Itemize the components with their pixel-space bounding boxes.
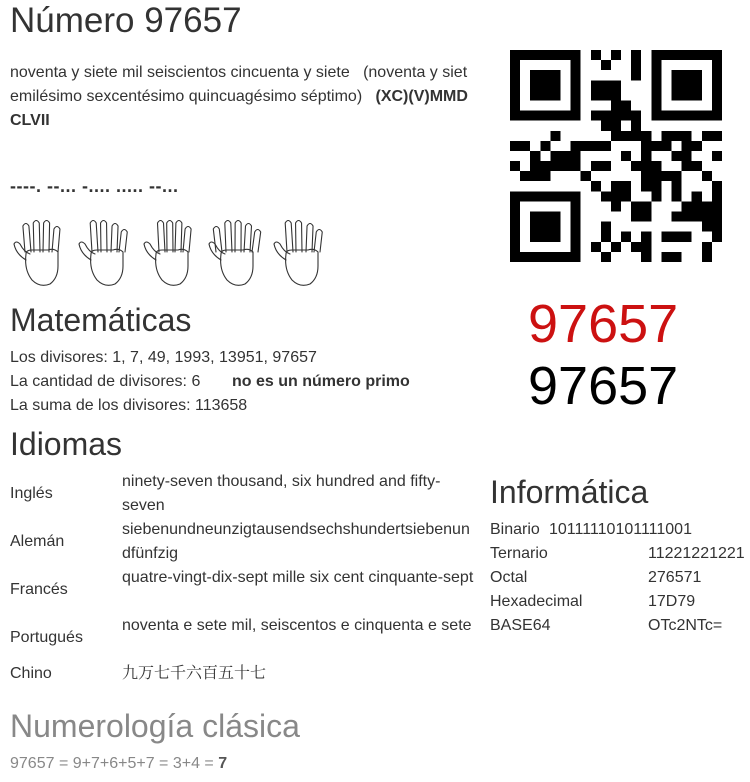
computing-value-ternary: 11221221221 xyxy=(648,545,745,562)
hand-five-icon xyxy=(205,214,265,290)
computing-label-ternary: Ternario xyxy=(490,545,548,562)
hand-nine-icon xyxy=(10,214,70,290)
computing-label-octal: Octal xyxy=(490,569,528,586)
written-cardinal: noventa y siete mil seiscientos cincuenta y siete xyxy=(10,64,350,81)
computing-label-binary: Binario xyxy=(490,521,540,538)
numerology-sum: 97657 = 9+7+6+5+7 = 3+4 = xyxy=(10,755,214,772)
prime-status: no es un número primo xyxy=(232,373,410,390)
numerology-equation xyxy=(10,752,227,776)
language-value-english: ninety-seven thousand, six hundred and fifty-seven xyxy=(122,473,441,514)
written-forms xyxy=(10,61,476,133)
numerology-heading: Numerología clásica xyxy=(10,708,300,744)
written-ordinal: (noventa y siet emilésimo sexcentésimo quincuagésimo séptimo) xyxy=(10,64,468,105)
language-label-french: Francés xyxy=(10,581,68,598)
morse-code: ----. --... -.... ..... --... xyxy=(10,176,179,196)
hand-six-icon xyxy=(140,214,200,290)
numerology-result: 7 xyxy=(218,755,228,772)
language-value-chinese: 九万七千六百五十七 xyxy=(122,665,267,682)
language-label-german: Alemán xyxy=(10,533,65,550)
language-label-chinese: Chino xyxy=(10,665,52,682)
computing-label-hex: Hexadecimal xyxy=(490,593,583,610)
big-number-black: 97657 xyxy=(528,356,679,416)
computing-value-base64: OTc2NTc= xyxy=(648,617,723,634)
language-value-portuguese: noventa e sete mil, seiscentos e cinquenta e sete xyxy=(122,617,472,634)
sign-language-hands xyxy=(10,214,330,290)
math-heading: Matemáticas xyxy=(10,302,192,338)
language-value-german: siebenundneunzigtausendsechshundertsiebenundfünfzig xyxy=(122,521,470,562)
roman-numeral: (XC)(V)MMD CLVII xyxy=(10,88,468,129)
big-number-red: 97657 xyxy=(528,294,679,354)
page-title: Número 97657 xyxy=(10,1,242,40)
computing-heading: Informática xyxy=(490,474,649,510)
computing-label-base64: BASE64 xyxy=(490,617,551,634)
computing-value-binary: 10111110101111001 xyxy=(549,521,692,538)
divisors-text: Los divisores: 1, 7, 49, 1993, 13951, 97657 xyxy=(10,349,317,366)
language-label-english: Inglés xyxy=(10,485,53,502)
qr-code-icon xyxy=(510,50,722,262)
hand-seven-icon xyxy=(270,214,330,290)
divisor-count-text: La cantidad de divisores: 6 xyxy=(10,373,201,390)
divisor-sum-text: La suma de los divisores: 113658 xyxy=(10,397,248,414)
language-label-portuguese: Portugués xyxy=(10,629,83,646)
computing-value-hex: 17D79 xyxy=(648,593,696,610)
hand-seven-icon xyxy=(75,214,135,290)
language-value-french: quatre-vingt-dix-sept mille six cent cinquante-sept xyxy=(122,569,474,586)
computing-value-octal: 276571 xyxy=(648,569,702,586)
languages-heading: Idiomas xyxy=(10,426,123,462)
